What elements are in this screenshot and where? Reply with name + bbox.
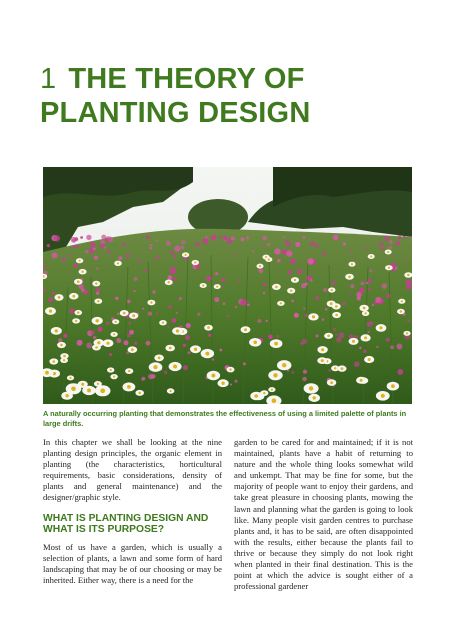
chapter-number: 1 — [40, 63, 57, 95]
right-column — [234, 437, 413, 592]
meadow-photo — [43, 167, 412, 404]
chapter-title: THE THEORY OF PLANTING DESIGN — [40, 63, 311, 129]
section-heading: WHAT IS PLANTING DESIGN AND WHAT IS ITS PURPOSE? — [43, 512, 209, 536]
intro-paragraph: In this chapter we shall be looking at the nine planting design principles, the organic element in planting (the characteristics, horticultural requirements, basic considerations, density of plants and general maintenance) and the designer/graphic style. — [43, 437, 222, 503]
left-column — [43, 437, 222, 586]
continued-paragraph: garden to be cared for and maintained; if it is not maintained, plants have a habit of returning to nature and the whole thing looks somewhat wild and unkempt. That may be fine for some, but the majority of people want to enjoy their gardens, and take great pleasure in choosing plants, mowing the lawn and planning what the garden is going to look like. Many people visit garden centres to purchase plants and, it has to be said, are often disappointed with the results, either because the plants fail to thrive or because they simply do not look right when planted in their final destination. This is the point at which the advice is sought either of a professional gardener — [234, 437, 413, 592]
section-paragraph: Most of us have a garden, which is usually a selection of plants, a lawn and some form of hard landscaping that may be of our choosing or may be inherited. Either way, there is a need for the — [43, 541, 222, 585]
photo-caption: A naturally occurring planting that demonstrates the effectiveness of using a limited palette of plants in large drifts. — [43, 409, 407, 428]
chapter-heading — [40, 62, 420, 130]
